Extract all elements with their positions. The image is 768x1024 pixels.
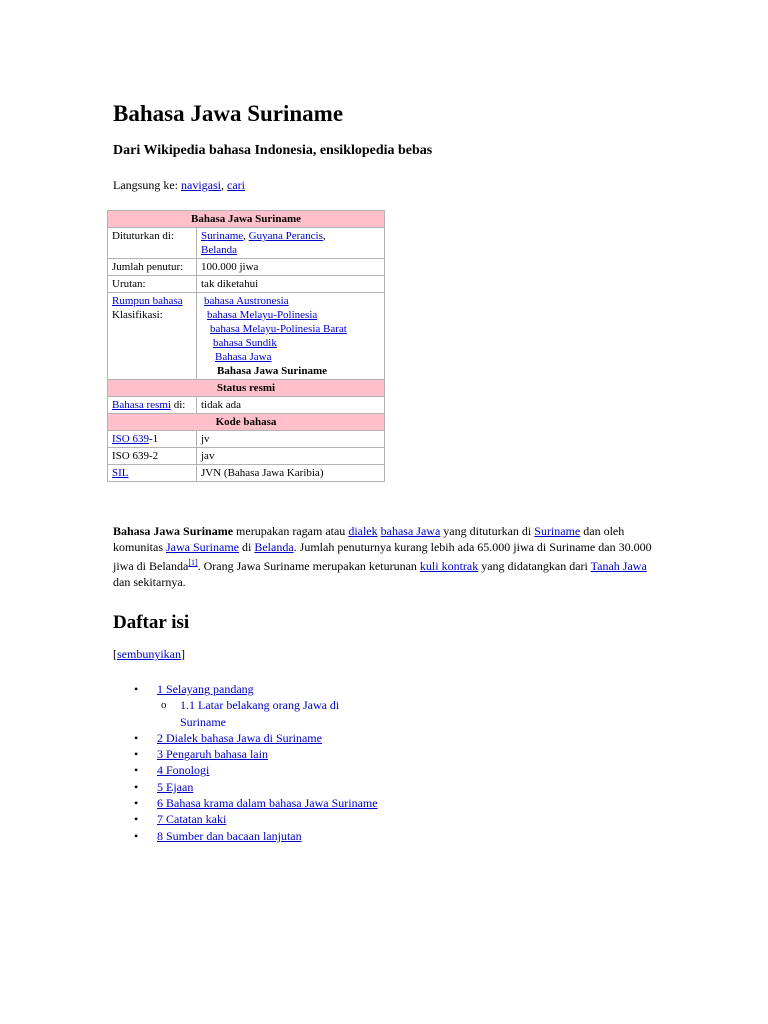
infobox-row-family xyxy=(108,293,385,380)
family-self: Bahasa Jawa Suriname xyxy=(217,365,328,377)
infobox-row-iso2 xyxy=(108,448,385,465)
toc-item xyxy=(113,779,378,795)
sil-value: JVN (Bahasa Jawa Karibia) xyxy=(197,465,385,482)
text: . Jumlah penuturnya kurang lebih ada 65.000 jiwa di Suriname dan 30.000 jiwa di Belanda xyxy=(113,540,652,573)
family-link-javanese[interactable]: Bahasa Jawa xyxy=(215,351,272,363)
speakers-value: 100.000 jiwa xyxy=(197,259,385,276)
iso1-value: jv xyxy=(197,431,385,448)
official-value: tidak ada xyxy=(197,397,385,414)
jump-links xyxy=(113,178,245,193)
colon: : xyxy=(159,309,163,321)
iso2-label: ISO 639-2 xyxy=(108,448,197,465)
iso1-suffix: -1 xyxy=(148,433,159,445)
toc-link-6[interactable]: 6 Bahasa krama dalam bahasa Jawa Suriname xyxy=(157,796,378,811)
java-land-link[interactable]: Tanah Jawa xyxy=(590,559,647,573)
toc-subitem xyxy=(113,697,378,730)
bullet-icon: • xyxy=(134,682,139,696)
toc-list xyxy=(113,681,378,844)
rank-label: Urutan: xyxy=(108,276,197,293)
spoken-label: Dituturkan di: xyxy=(108,228,197,259)
bullet-icon: • xyxy=(134,730,139,745)
spoken-value xyxy=(197,228,385,259)
toc-item xyxy=(113,681,378,697)
infobox-header: Bahasa Jawa Suriname xyxy=(108,211,385,228)
bullet-icon: • xyxy=(134,747,139,762)
toc-item xyxy=(113,746,378,762)
toc-item xyxy=(113,811,378,827)
language-infobox xyxy=(107,210,385,482)
bullet-icon: • xyxy=(134,796,139,811)
toc-item xyxy=(113,828,378,844)
toc-item xyxy=(113,762,378,778)
family-link-malayo-polynesian[interactable]: bahasa Melayu-Polinesia xyxy=(207,309,318,321)
dialect-link[interactable]: dialek xyxy=(348,524,378,538)
sil-label xyxy=(108,465,197,482)
family-link-sundic[interactable]: bahasa Sundik xyxy=(213,337,277,349)
status-header: Status resmi xyxy=(108,380,385,397)
separator: , xyxy=(243,230,249,242)
infobox-row-speakers xyxy=(108,259,385,276)
text: merupakan ragam atau xyxy=(233,524,349,538)
jump-prefix: Langsung ke: xyxy=(113,178,181,192)
rank-value: tak diketahui xyxy=(197,276,385,293)
suriname-link[interactable]: Suriname xyxy=(201,230,244,242)
sil-link[interactable]: SIL xyxy=(112,467,129,479)
bullet-icon: • xyxy=(134,812,139,827)
official-label-text: di: xyxy=(170,399,186,411)
text: di xyxy=(238,540,255,554)
guyana-link[interactable]: Guyana Perancis xyxy=(248,230,323,242)
iso639-link[interactable]: ISO 639 xyxy=(112,433,149,445)
bracket: [ xyxy=(113,647,117,661)
hide-toc-link[interactable]: sembunyikan xyxy=(117,647,181,661)
toc-link-1[interactable]: 1 Selayang pandang xyxy=(157,682,254,696)
toc-item xyxy=(113,795,378,811)
infobox-row-spoken xyxy=(108,228,385,259)
official-language-link[interactable]: Bahasa resmi xyxy=(112,399,171,411)
suriname-article-link[interactable]: Suriname xyxy=(534,524,581,538)
family-label xyxy=(108,293,197,380)
page-subtitle: Dari Wikipedia bahasa Indonesia, ensiklopedia bebas xyxy=(113,143,433,158)
toc-link-5[interactable]: 5 Ejaan xyxy=(157,779,194,794)
infobox-row-official xyxy=(108,397,385,414)
family-link-austronesian[interactable]: bahasa Austronesia xyxy=(204,295,289,307)
toc-toggle xyxy=(113,647,185,662)
toc-link-3[interactable]: 3 Pengaruh bahasa lain xyxy=(157,747,268,762)
text: dan sekitarnya. xyxy=(113,575,186,589)
infobox-row-iso1 xyxy=(108,431,385,448)
text: yang didatangkan dari xyxy=(478,559,591,573)
classification-text: Klasifikasi xyxy=(112,309,160,321)
code-header: Kode bahasa xyxy=(108,414,385,431)
text: dan oleh komunitas xyxy=(113,524,625,554)
toc-link-8[interactable]: 8 Sumber dan bacaan lanjutan xyxy=(157,828,302,843)
speakers-label: Jumlah penutur: xyxy=(108,259,197,276)
toc-link-1-1[interactable] xyxy=(180,698,340,729)
language-family-link[interactable]: Rumpun bahasa xyxy=(112,295,183,307)
navigation-link[interactable]: navigasi xyxy=(181,178,221,192)
separator: , xyxy=(322,230,326,242)
text: yang dituturkan di xyxy=(440,524,535,538)
search-link[interactable]: cari xyxy=(227,178,245,192)
toc-link-7[interactable]: 7 Catatan kaki xyxy=(157,812,227,827)
reference-link[interactable]: [1] xyxy=(188,558,198,567)
netherlands-link[interactable]: Belanda xyxy=(201,244,238,256)
netherlands-article-link[interactable]: Belanda xyxy=(254,540,294,554)
bullet-icon: • xyxy=(134,828,139,843)
family-link-western-mp[interactable]: bahasa Melayu-Polinesia Barat xyxy=(210,323,347,335)
toc-item xyxy=(113,730,378,746)
bracket: ] xyxy=(181,647,185,661)
javanese-surinamese-link[interactable]: Jawa Suriname xyxy=(166,540,239,554)
bullet-icon: • xyxy=(134,779,139,794)
page-title: Bahasa Jawa Suriname xyxy=(113,101,344,126)
text: . Orang Jawa Suriname merupakan keturunan xyxy=(197,559,420,573)
bullet-icon: • xyxy=(134,763,139,778)
iso2-value: jav xyxy=(197,448,385,465)
infobox-row-rank xyxy=(108,276,385,293)
circle-bullet-icon: o xyxy=(161,699,167,712)
toc-link-4[interactable]: 4 Fonologi xyxy=(157,763,210,778)
toc-link-text: 1.1 Latar belakang orang Jawa di Suriname xyxy=(180,698,340,729)
infobox-row-sil xyxy=(108,465,385,482)
jump-separator: , xyxy=(221,178,227,192)
contract-coolie-link[interactable]: kuli kontrak xyxy=(419,559,479,573)
article-subject: Bahasa Jawa Suriname xyxy=(113,524,234,538)
iso1-label xyxy=(108,431,197,448)
toc-link-2[interactable]: 2 Dialek bahasa Jawa di Suriname xyxy=(157,730,322,745)
toc-title: Daftar isi xyxy=(113,612,190,633)
intro-paragraph xyxy=(113,523,658,590)
official-label xyxy=(108,397,197,414)
family-tree xyxy=(197,293,385,380)
javanese-link[interactable]: bahasa Jawa xyxy=(380,524,441,538)
